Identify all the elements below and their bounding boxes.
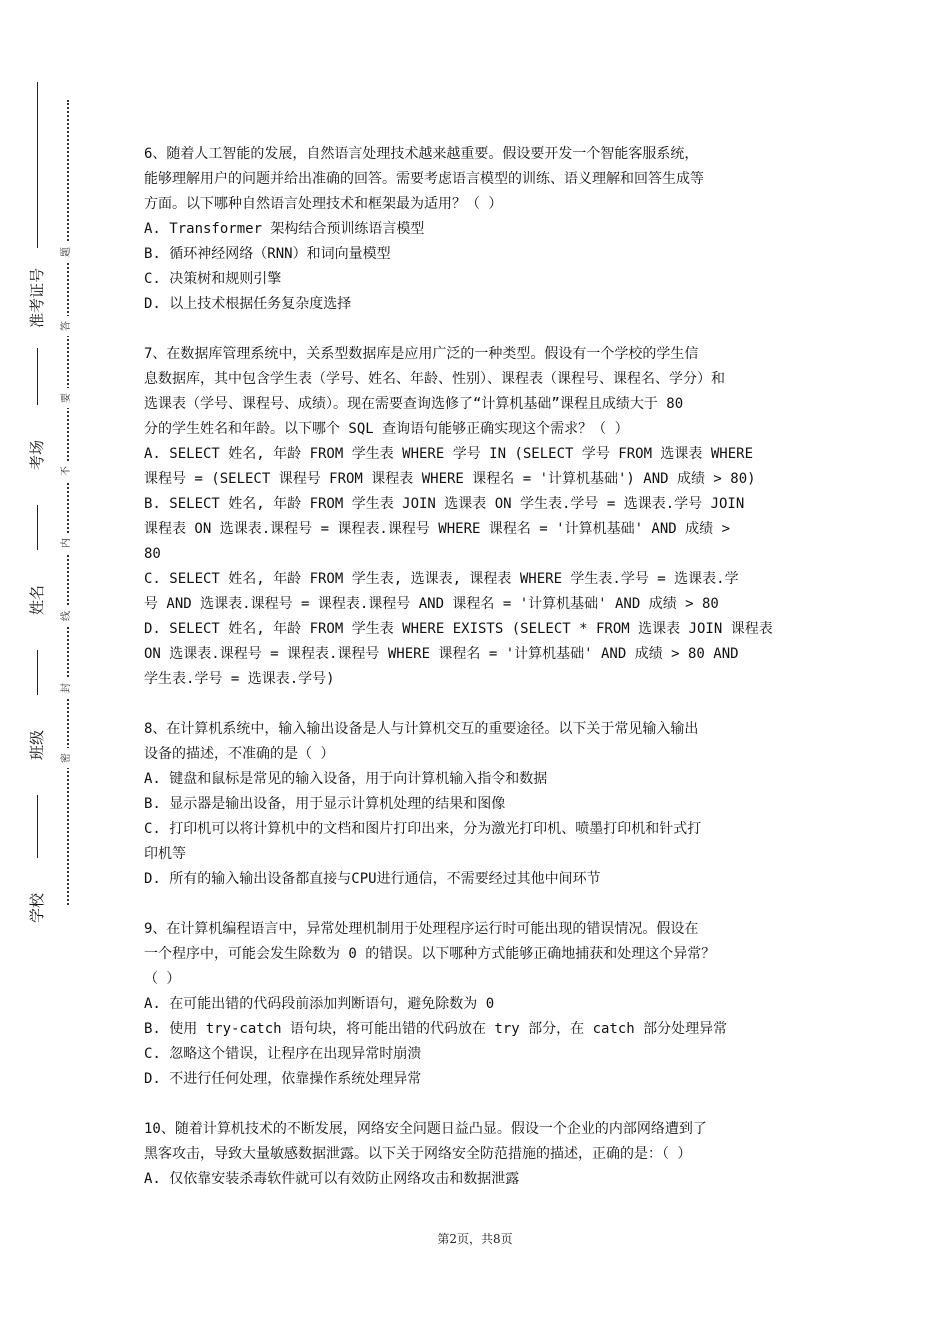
field-exam-number: 准考证号 xyxy=(27,248,47,348)
seal-char: 封 xyxy=(59,678,75,698)
option-c-continued: 号 AND 选课表.课程号 = 课程表.课程号 AND 课程名 = '计算机基础' AND 成绩 > 80 xyxy=(144,596,719,612)
seal-char: 线 xyxy=(59,606,75,626)
option-a: A. 仅依靠安装杀毒软件就可以有效防止网络攻击和数据泄露 xyxy=(144,1171,520,1187)
option-d: D. SELECT 姓名, 年龄 FROM 学生表 WHERE EXISTS (SELECT * FROM 选课表 JOIN 课程表 xyxy=(144,621,773,637)
seal-char: 要 xyxy=(59,388,75,408)
option-b-continued: 课程表 ON 选课表.课程号 = 课程表.课程号 WHERE 课程名 = '计算机基础' AND 成绩 > xyxy=(144,521,731,537)
question-stem-line: 9、在计算机编程语言中，异常处理机制用于处理程序运行时可能出现的错误情况。假设在 xyxy=(144,921,699,937)
option-c: C. SELECT 姓名, 年龄 FROM 学生表, 选课表, 课程表 WHERE 学生表.学号 = 选课表.学 xyxy=(144,571,739,587)
field-school: 学校 xyxy=(27,858,47,958)
option-d: D. 所有的输入输出设备都直接与CPU进行通信，不需要经过其他中间环节 xyxy=(144,871,601,887)
option-a-continued: 课程号 = (SELECT 课程号 FROM 课程表 WHERE 课程名 = '计算机基础') AND 成绩 > 80) xyxy=(144,471,756,487)
question-7 xyxy=(144,342,814,692)
question-stem-line: 分的学生姓名和年龄。以下哪个 SQL 查询语句能够正确实现这个需求？（ ） xyxy=(144,421,629,437)
field-name: 姓名 xyxy=(27,550,47,650)
question-stem-line: 一个程序中，可能会发生除数为 0 的错误。以下哪种方式能够正确地捕获和处理这个异常？ xyxy=(144,946,716,962)
question-stem-line: 8、在计算机系统中，输入输出设备是人与计算机交互的重要途径。以下关于常见输入输出 xyxy=(144,721,699,737)
question-10 xyxy=(144,1117,814,1192)
field-class: 班级 xyxy=(27,695,47,795)
question-stem-line: 选课表（学号、课程号、成绩）。现在需要查询选修了“计算机基础”课程且成绩大于 80 xyxy=(144,396,684,412)
question-stem-line: 10、随着计算机技术的不断发展，网络安全问题日益凸显。假设一个企业的内部网络遭到了 xyxy=(144,1121,707,1137)
seal-char: 题 xyxy=(59,242,75,262)
question-stem-line: （ ） xyxy=(144,971,181,987)
question-8 xyxy=(144,717,814,892)
option-b: B. 使用 try-catch 语句块，将可能出错的代码放在 try 部分，在 catch 部分处理异常 xyxy=(144,1021,728,1037)
seal-char: 答 xyxy=(59,316,75,336)
option-c: C. 打印机可以将计算机中的文档和图片打印出来，分为激光打印机、喷墨打印机和针式打 xyxy=(144,821,702,837)
option-d: D. 不进行任何处理，依靠操作系统处理异常 xyxy=(144,1071,422,1087)
question-stem-line: 能够理解用户的问题并给出准确的回答。需要考虑语言模型的训练、语义理解和回答生成等 xyxy=(144,171,704,187)
question-stem-line: 黑客攻击，导致大量敏感数据泄露。以下关于网络安全防范措施的描述，正确的是：（ ） xyxy=(144,1146,692,1162)
option-a: A. 键盘和鼠标是常见的输入设备，用于向计算机输入指令和数据 xyxy=(144,771,548,787)
seal-char: 不 xyxy=(59,461,75,481)
question-list xyxy=(144,142,814,1217)
page-footer: 第2页，共8页 xyxy=(437,1232,513,1246)
field-exam-room: 考场 xyxy=(27,405,47,505)
question-stem-line: 息数据库，其中包含学生表（学号、姓名、年龄、性别）、课程表（课程号、课程名、学分）和 xyxy=(144,371,725,387)
option-d-continued: ON 选课表.课程号 = 课程表.课程号 WHERE 课程名 = '计算机基础' AND 成绩 > 80 AND xyxy=(144,646,739,662)
option-a: A. 在可能出错的代码段前添加判断语句，避免除数为 0 xyxy=(144,996,495,1012)
question-stem-line: 6、随着人工智能的发展，自然语言处理技术越来越重要。假设要开发一个智能客服系统， xyxy=(144,146,699,162)
option-a: A. Transformer 架构结合预训练语言模型 xyxy=(144,221,425,237)
question-9 xyxy=(144,917,814,1092)
option-c-continued: 印机等 xyxy=(144,846,186,862)
option-b: B. 显示器是输出设备，用于显示计算机处理的结果和图像 xyxy=(144,796,506,812)
option-b: B. 循环神经网络（RNN）和词向量模型 xyxy=(144,246,391,262)
question-stem-line: 方面。以下哪种自然语言处理技术和框架最为适用？（ ） xyxy=(144,196,503,212)
seal-char: 内 xyxy=(59,533,75,553)
question-stem-line: 设备的描述，不准确的是（ ） xyxy=(144,746,335,762)
option-d-continued: 学生表.学号 = 选课表.学号) xyxy=(144,671,335,687)
option-b-continued: 80 xyxy=(144,546,161,562)
binding-margin xyxy=(0,0,100,1344)
option-c: C. 忽略这个错误，让程序在出现异常时崩溃 xyxy=(144,1046,422,1062)
question-stem-line: 7、在数据库管理系统中，关系型数据库是应用广泛的一种类型。假设有一个学校的学生信 xyxy=(144,346,699,362)
option-a: A. SELECT 姓名, 年龄 FROM 学生表 WHERE 学号 IN (SELECT 学号 FROM 选课表 WHERE xyxy=(144,446,754,462)
question-6 xyxy=(144,142,814,317)
binding-dotted-line xyxy=(67,100,69,905)
option-b: B. SELECT 姓名, 年龄 FROM 学生表 JOIN 选课表 ON 学生表.学号 = 选课表.学号 JOIN xyxy=(144,496,745,512)
option-d: D. 以上技术根据任务复杂度选择 xyxy=(144,296,352,312)
option-c: C. 决策树和规则引擎 xyxy=(144,271,282,287)
seal-char: 密 xyxy=(59,748,75,768)
